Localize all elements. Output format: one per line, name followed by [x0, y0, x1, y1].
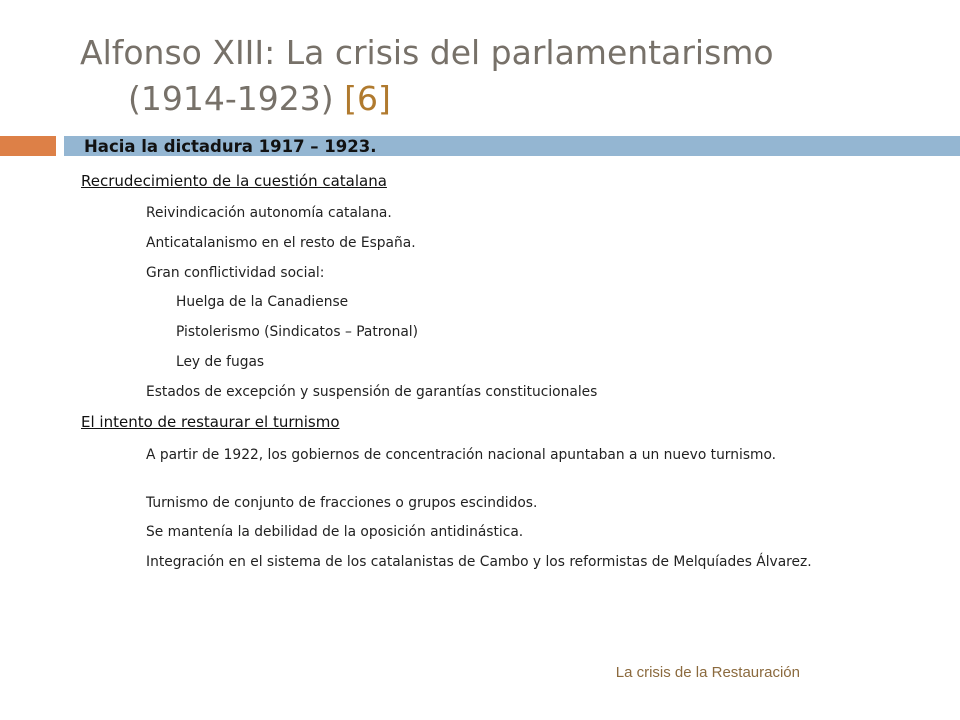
section-heading: Hacia la dictadura 1917 – 1923.: [84, 137, 377, 156]
section-title-turnismo: El intento de restaurar el turnismo: [81, 413, 340, 431]
accent-bar-orange: [0, 136, 56, 156]
bullet-item: Gran conflictividad social:: [146, 265, 325, 281]
section-title-catalan: Recrudecimiento de la cuestión catalana: [81, 172, 387, 190]
sub-bullet-item: Huelga de la Canadiense: [176, 294, 349, 310]
bullet-item: Turnismo de conjunto de fracciones o grupos escindidos.: [146, 495, 538, 511]
bullet-item: A partir de 1922, los gobiernos de concentración nacional apuntaban a un nuevo turnismo.: [146, 447, 777, 463]
bullet-item: Anticatalanismo en el resto de España.: [146, 235, 416, 251]
sub-bullet-item: Ley de fugas: [176, 354, 265, 370]
bullet-item: Estados de excepción y suspensión de garantías constitucionales: [146, 384, 598, 400]
slide-title: [80, 30, 940, 122]
sub-bullet-item: Pistolerismo (Sindicatos – Patronal): [176, 324, 419, 340]
bullet-item: Integración en el sistema de los catalanistas de Cambo y los reformistas de Melquíades Álvarez.: [146, 554, 812, 570]
title-line-2: (1914-1923): [128, 79, 334, 118]
bullet-item: Reivindicación autonomía catalana.: [146, 205, 392, 221]
bullet-item: Se mantenía la debilidad de la oposición antidinástica.: [146, 524, 524, 540]
title-line-1: Alfonso XIII: La crisis del parlamentarismo: [80, 33, 774, 72]
title-reference: [6]: [344, 79, 391, 118]
slide-footer: La crisis de la Restauración: [615, 664, 800, 681]
title-line-2-wrap: [80, 76, 940, 122]
